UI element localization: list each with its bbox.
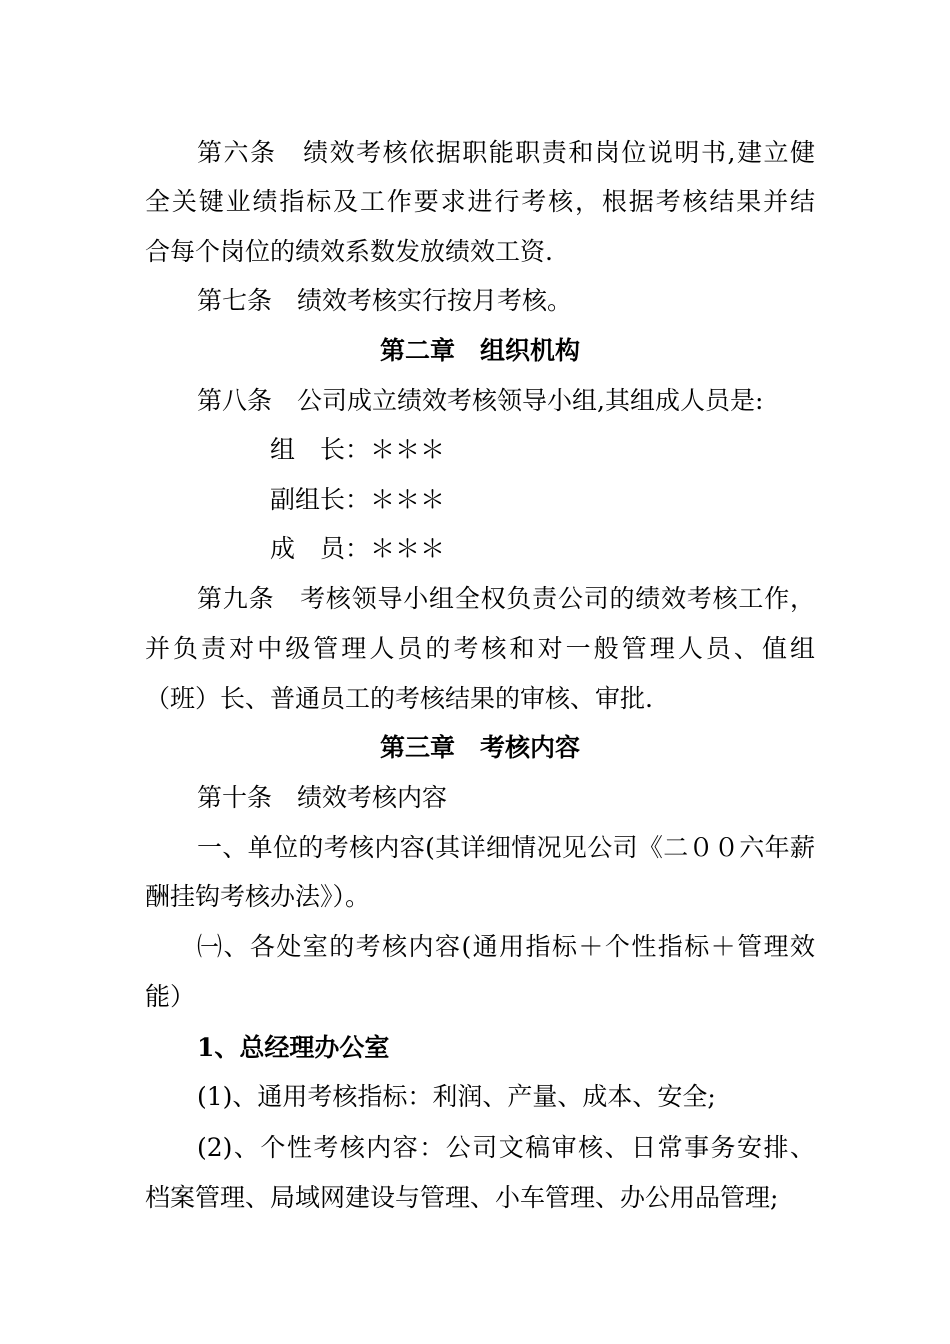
article-6-line-1: 第六条 绩效考核依据职能职责和岗位说明书,建立健 [197,138,815,167]
chapter-3-heading: 第三章 考核内容 [379,733,580,762]
unit-content-line-2: 酬挂钩考核办法》）。 [145,882,371,911]
article-6-line-2: 全关键业绩指标及工作要求进行考核，根据考核结果并结 [145,187,815,216]
general-office-heading: 1、总经理办公室 [197,1033,390,1062]
department-content-line-1: ㈠、各处室的考核内容(通用指标＋个性指标＋管理效 [197,932,815,961]
unit-content-line-1: 一、单位的考核内容(其详细情况见公司《二００六年薪 [197,833,815,862]
article-9-line-2: 并负责对中级管理人员的考核和对一般管理人员、值组 [145,634,815,663]
deputy-leader-line: 副组长：＊＊＊ [270,485,446,514]
article-7: 第七条 绩效考核实行按月考核。 [197,286,573,315]
general-indicators: (1)、通用考核指标：利润、产量、成本、安全; [197,1082,716,1111]
leader-line: 组 长：＊＊＊ [270,435,446,464]
article-10: 第十条 绩效考核内容 [197,783,448,812]
department-content-line-2: 能） [145,982,196,1011]
chapter-2-heading: 第二章 组织机构 [379,336,580,365]
individual-content-line-2: 档案管理、局域网建设与管理、小车管理、办公用品管理; [145,1183,779,1212]
members-line: 成 员：＊＊＊ [270,534,446,563]
article-8: 第八条 公司成立绩效考核领导小组,其组成人员是: [197,386,764,415]
article-9-line-3: （班）长、普通员工的考核结果的审核、审批. [145,684,653,713]
article-6-line-3: 合每个岗位的绩效系数发放绩效工资. [145,237,553,266]
article-9-line-1: 第九条 考核领导小组全权负责公司的绩效考核工作， [197,584,815,613]
individual-content-line-1: (2)、个性考核内容：公司文稿审核、日常事务安排、 [197,1133,815,1162]
